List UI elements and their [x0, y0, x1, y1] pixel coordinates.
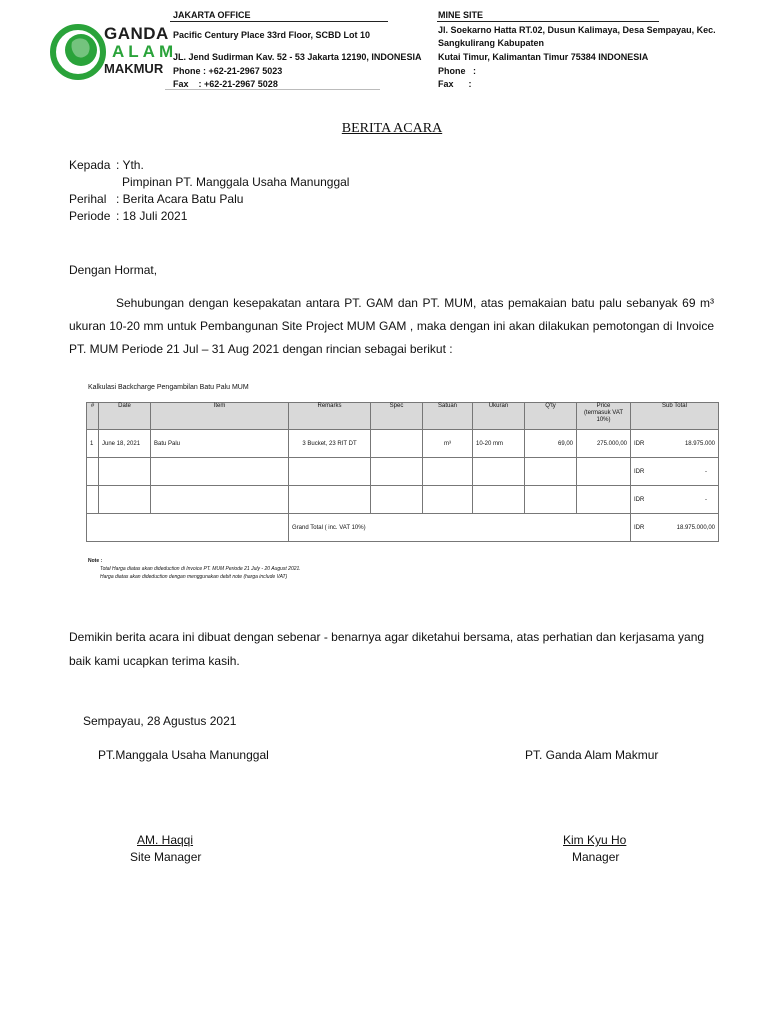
col-header-spec: Spec [371, 403, 423, 430]
cell-date: June 18, 2021 [99, 430, 151, 458]
office-phone: Phone : +62-21-2967 5023 [173, 66, 283, 76]
place-date: Sempayau, 28 Agustus 2021 [83, 714, 237, 728]
col-header-ukuran: Ukuran [473, 403, 525, 430]
periode-value: : 18 Juli 2021 [116, 209, 188, 223]
cell-subtotal [631, 486, 719, 514]
cell-ukuran: 10-20 mm [473, 430, 525, 458]
col-header-item: Item [151, 403, 289, 430]
logo-line2: ALAM [112, 42, 178, 61]
mine-fax: Fax : [438, 79, 472, 89]
office-address-1: Pacific Century Place 33rd Floor, SCBD Lot 10 [173, 30, 371, 40]
backcharge-table [86, 402, 719, 542]
sign-left-company: PT.Manggala Usaha Manunggal [98, 748, 269, 762]
col-header-qty: Q'ty [525, 403, 577, 430]
periode-label: Periode [69, 209, 111, 223]
paragraph-line-1: Sehubungan dengan kesepakatan antara PT. GAM dan PT. MUM, atas pemakaian batu palu sebanyak 69 m³ [116, 296, 714, 310]
logo-line3: MAKMUR [104, 61, 164, 76]
table-row [87, 458, 719, 486]
col-header-subtotal: Sub Total [631, 403, 719, 430]
mine-title-rule [437, 21, 659, 22]
col-header-remarks: Remarks [289, 403, 371, 430]
cell-subtotal-value: - [705, 468, 707, 475]
cell-remarks: 3 Bucket, 23 RIT DT [289, 430, 371, 458]
cell-subtotal [631, 458, 719, 486]
cell-subtotal [631, 430, 719, 458]
note-title: Note : [88, 558, 103, 564]
cell-price: 275.000,00 [577, 430, 631, 458]
grand-total-label: Grand Total ( inc. VAT 10%) [289, 514, 631, 542]
kepada-label: Kepada [69, 158, 111, 172]
company-logo [48, 22, 178, 82]
note-line-2: Harga diatas akan dideduction dengan menggunakan debit note (harga include VAT) [100, 574, 288, 580]
logo-line1: GANDA [104, 24, 169, 43]
perihal-label: Perihal [69, 192, 107, 206]
greeting: Dengan Hormat, [69, 263, 158, 277]
cell-no: 1 [87, 430, 99, 458]
grand-total-cell [631, 514, 719, 542]
office-fax: Fax : +62-21-2967 5028 [173, 79, 278, 89]
mine-address-1: Jl. Soekarno Hatta RT.02, Dusun Kalimaya, Desa Sempayau, Kec. [438, 25, 716, 35]
mine-title: MINE SITE [438, 10, 484, 20]
sign-left-name: AM. Haqqi [137, 833, 194, 847]
sign-right-role: Manager [572, 850, 620, 864]
cell-currency: IDR [634, 440, 645, 447]
col-header-satuan: Satuan [423, 403, 473, 430]
cell-satuan: m³ [423, 430, 473, 458]
closing-line-1: Demikin berita acara ini dibuat dengan sebenar - benarnya agar diketahui bersama, atas perhatian dan kerjasama yang [69, 630, 705, 644]
note-line-1: Total Harga diatas akan dideduction di Invoice PT. MUM Periode 21 July - 20 August 2021. [100, 566, 301, 572]
sign-left-role: Site Manager [130, 850, 202, 864]
table-caption: Kalkulasi Backcharge Pengambilan Batu Palu MUM [88, 384, 249, 391]
closing-line-2: baik kami ucapkan terima kasih. [69, 654, 240, 668]
office-title-rule [170, 21, 388, 22]
col-header-no: # [87, 403, 99, 430]
recipient-name: Pimpinan PT. Manggala Usaha Manunggal [122, 175, 350, 189]
mine-address-3: Kutai Timur, Kalimantan Timur 75384 INDONESIA [438, 52, 649, 62]
paragraph-line-3: PT. MUM Periode 21 Jul – 31 Aug 2021 dengan rincian sebagai berikut : [69, 342, 453, 356]
col-header-price: Price (termasuk VAT 10%) [577, 403, 631, 430]
kepada-value: : Yth. [116, 158, 144, 172]
sign-right-name: Kim Kyu Ho [563, 833, 627, 847]
cell-subtotal-value: 18.975.000 [684, 440, 715, 447]
grand-total-row [87, 514, 719, 542]
sign-right-company: PT. Ganda Alam Makmur [525, 748, 659, 762]
table-header-row [87, 403, 719, 430]
cell-currency: IDR [634, 496, 645, 503]
cell-spec [371, 430, 423, 458]
mine-address-2: Sangkulirang Kabupaten [438, 38, 545, 48]
office-address-2: JL. Jend Sudirman Kav. 52 - 53 Jakarta 12190, INDONESIA [173, 52, 422, 62]
table-row [87, 430, 719, 458]
mine-phone: Phone : [438, 66, 476, 76]
grand-total-currency: IDR [634, 524, 645, 531]
grand-total-value: 18.975.000,00 [676, 524, 715, 531]
cell-qty: 69,00 [525, 430, 577, 458]
cell-item: Batu Palu [151, 430, 289, 458]
perihal-value: : Berita Acara Batu Palu [116, 192, 244, 206]
cell-currency: IDR [634, 468, 645, 475]
office-title: JAKARTA OFFICE [173, 10, 251, 20]
cell-subtotal-value: - [705, 496, 707, 503]
col-header-date: Date [99, 403, 151, 430]
office-bottom-rule [165, 89, 380, 90]
document-title: BERITA ACARA [341, 121, 443, 136]
paragraph-line-2: ukuran 10-20 mm untuk Pembangunan Site Project MUM GAM , maka dengan ini akan dilakukan pemotongan di Invoice [69, 319, 714, 333]
table-row [87, 486, 719, 514]
